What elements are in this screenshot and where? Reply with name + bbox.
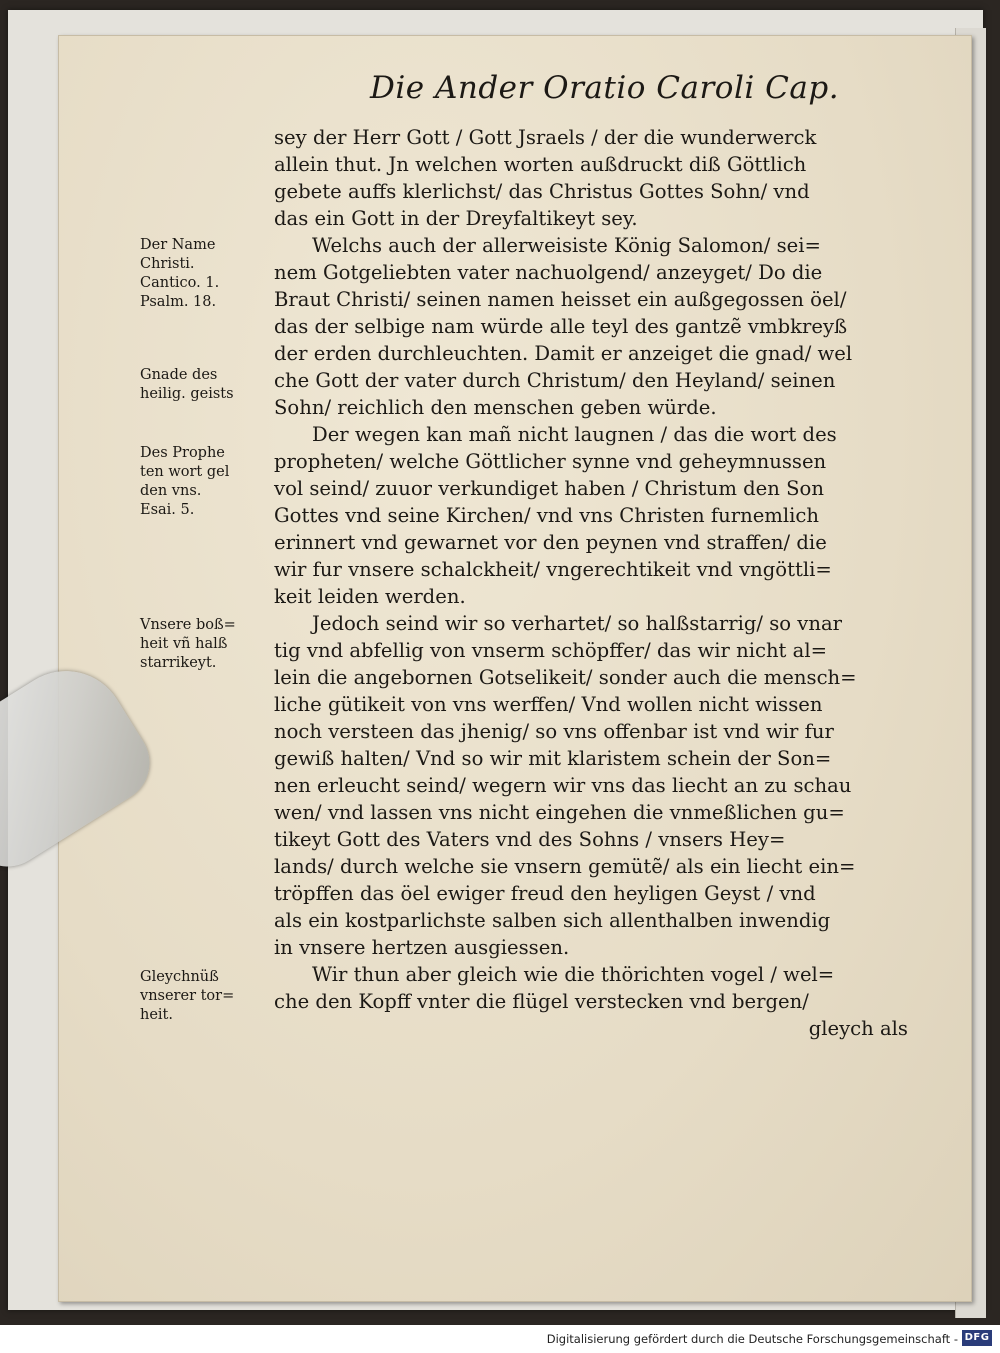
text-line: Gottes vnd seine Kirchen/ vnd vns Christen furnemlich: [274, 504, 820, 527]
margin-note-line: ten wort gel: [140, 464, 230, 480]
text-line: nen erleucht seind/ wegern wir vns das liecht an zu schau: [274, 774, 852, 797]
text-line: in vnsere hertzen ausgiessen.: [274, 936, 570, 959]
margin-note-line: Des Prophe: [140, 445, 225, 461]
text-line: tröpffen das öel ewiger freud den heyligen Geyst / vnd: [274, 882, 816, 905]
text-line: vol seind/ zuuor verkundiget haben / Christum den Son: [274, 477, 824, 500]
margin-note-line: vnserer tor=: [140, 988, 235, 1004]
text-line: tikeyt Gott des Vaters vnd des Sohns / vnsers Hey=: [274, 828, 786, 851]
margin-note-line: Psalm. 18.: [140, 294, 217, 310]
text-line: lein die angebornen Gotselikeit/ sonder auch die mensch=: [274, 666, 857, 689]
text-line: keit leiden werden.: [274, 585, 466, 608]
paragraph-start-line: Der wegen kan mañ nicht laugnen / das die wort des: [312, 423, 837, 446]
text-line: che den Kopff vnter die flügel verstecken vnd bergen/: [274, 990, 809, 1013]
paragraph-start-line: Wir thun aber gleich wie die thörichten vogel / wel=: [312, 963, 835, 986]
margin-note-line: heit vñ halß: [140, 636, 228, 652]
text-line: nem Gotgeliebten vater nachuolgend/ anzeyget/ Do die: [274, 261, 823, 284]
margin-note-line: Esai. 5.: [140, 502, 195, 518]
margin-note-line: heit.: [140, 1007, 173, 1023]
main-text-block: [274, 124, 914, 1042]
margin-note-name-christi: [140, 236, 265, 312]
margin-note-gnade: [140, 366, 265, 404]
text-line: der erden durchleuchten. Damit er anzeiget die gnad/ wel: [274, 342, 853, 365]
text-line: Sohn/ reichlich den menschen geben würde.: [274, 396, 717, 419]
margin-note-line: Gnade des: [140, 367, 218, 383]
text-line: das der selbige nam würde alle teyl des gantzẽ vmbkreyß: [274, 315, 848, 338]
dfg-logo: DFG: [962, 1330, 992, 1346]
text-line: che Gott der vater durch Christum/ den Heyland/ seinen: [274, 369, 836, 392]
margin-note-propheten: [140, 444, 265, 520]
text-line: sey der Herr Gott / Gott Jsraels / der die wunderwerck: [274, 126, 817, 149]
text-line: lands/ durch welche sie vnsern gemütẽ/ als ein liecht ein=: [274, 855, 856, 878]
margin-note-line: Cantico. 1.: [140, 275, 220, 291]
text-line: gebete auffs klerlichst/ das Christus Gottes Sohn/ vnd: [274, 180, 810, 203]
text-line: wen/ vnd lassen vns nicht eingehen die vnmeßlichen gu=: [274, 801, 845, 824]
paragraph-start-line: Welchs auch der allerweisiste König Salomon/ sei=: [312, 234, 821, 257]
margin-note-line: Gleychnüß: [140, 969, 219, 985]
text-line: Braut Christi/ seinen namen heisset ein außgegossen öel/: [274, 288, 847, 311]
margin-note-line: Christi.: [140, 256, 195, 272]
margin-note-line: Der Name: [140, 237, 216, 253]
text-line: allein thut. Jn welchen worten außdruckt diß Göttlich: [274, 153, 807, 176]
running-head: Die Ander Oratio Caroli Cap.: [370, 70, 840, 106]
footer-credit: Digitalisierung gefördert durch die Deutsche Forschungsgemeinschaft -: [546, 1332, 958, 1346]
digitization-footer: [0, 1325, 1000, 1353]
margin-note-line: den vns.: [140, 483, 202, 499]
text-line: als ein kostparlichste salben sich allenthalben inwendig: [274, 909, 831, 932]
margin-note-gleychnuss: [140, 968, 265, 1025]
text-line: das ein Gott in der Dreyfaltikeyt sey.: [274, 207, 638, 230]
text-line: propheten/ welche Göttlicher synne vnd geheymnussen: [274, 450, 827, 473]
text-line: tig vnd abfellig von vnserm schöpffer/ das wir nicht al=: [274, 639, 828, 662]
text-line: gewiß halten/ Vnd so wir mit klaristem schein der Son=: [274, 747, 832, 770]
margin-note-line: heilig. geists: [140, 386, 234, 402]
catchword-line: gleych als: [808, 1017, 908, 1040]
text-line: wir fur vnsere schalckheit/ vngerechtikeit vnd vngöttli=: [274, 558, 832, 581]
margin-note-line: Vnsere boß=: [140, 617, 236, 633]
text-line: erinnert vnd gewarnet vor den peynen vnd straffen/ die: [274, 531, 827, 554]
paragraph-start-line: Jedoch seind wir so verhartet/ so halßstarrig/ so vnar: [312, 612, 843, 635]
margin-note-bosheit: [140, 616, 265, 673]
text-line: liche gütikeit von vns werffen/ Vnd wollen nicht wissen: [274, 693, 823, 716]
text-line: noch versteen das jhenig/ so vns offenbar ist vnd wir fur: [274, 720, 834, 743]
margin-note-line: starrikeyt.: [140, 655, 217, 671]
